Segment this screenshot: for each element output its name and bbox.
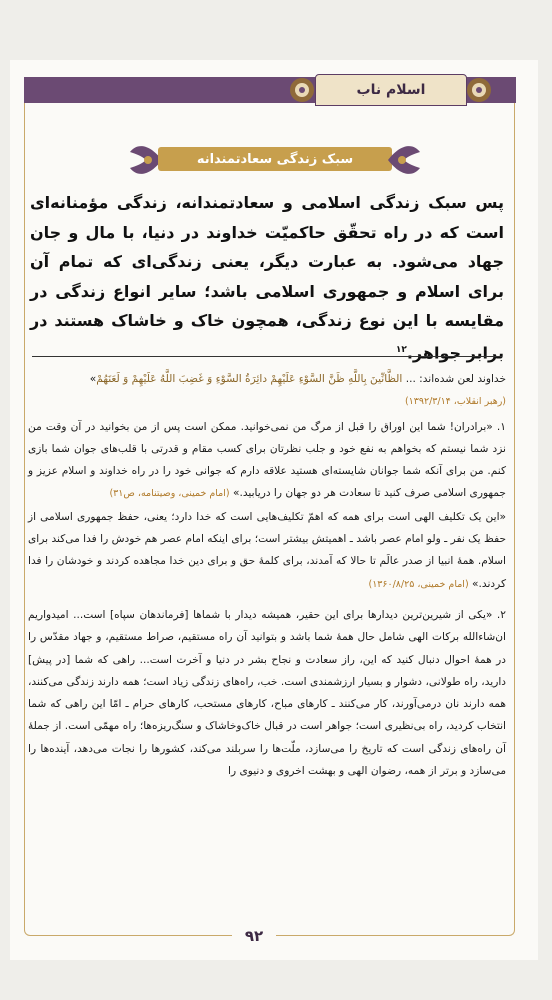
footnote-ref-2: ۲	[401, 344, 407, 355]
page-number: ۹۲	[232, 923, 276, 949]
footnote-1	[28, 416, 506, 506]
footnote-2-text: ۲. «یکی از شیرین‌ترین دیدارها برای این حقیر، همیشه دیدار با شماها [فرماندهان سپاه] است... امیدواریم ان‌شاءالله برکات الهی شامل حال همهٔ شما باشد و بتوانید آن راه مستقیم، صراط مستقیم، و جهاد مقدّس را در همهٔ احوال دنبال کنید که این، راز سعادت و نجاح بشر در دنیا و آخرت است... راهی که شما [در پیش] دارید، راه طولانی، دشوار و بسیار ارزشمندی است. خب، راه‌های زندگی زیاد است؛ همه دارند زندگی می‌کنند، همه دارند نان درمی‌آورند، کار می‌کنند ـ کارهای مباح، کارهای مستحب، کارهای حرام ـ امّا این راهی که شما انتخاب کردید، راه بی‌نظیری است؛ جواهر است در قبال خاک‌وخاشاک و سنگ‌ریزه‌ها؛ راه مهمّی است. از جملهٔ آن راه‌های زندگی است که تاریخ را می‌سازد، ملّت‌ها را سربلند می‌کند، کشورها را نجات می‌دهد، آینده‌ها را می‌سازد و برتر از همه، رضوان الهی و بهشت اخروی و دنیوی را	[28, 608, 506, 778]
footnote-ref-1: ۱	[395, 344, 402, 355]
quran-verse: الظَّانِّینَ بِاللَّهِ ظَنَّ السَّوْءِ عَلَیْهِمْ دائِرَةُ السَّوْءِ وَ غَضِبَ اللَّهُ عَلَیْهِمْ وَ لَعَنَهُمْ	[96, 373, 403, 385]
source-citation: (امام خمینی، وصیتنامه، ص۳۱)	[109, 488, 230, 500]
footnote-intro	[28, 368, 506, 390]
source-citation: (امام خمینی، ۱۳۶۰/۸/۲۵)	[368, 578, 469, 590]
footnote-1b-text: «این یک تکلیف الهی است برای همه که اهمّ تکلیف‌هایی است که خدا دارد؛ یعنی، حفظ جمهوری اسلامی از حفظ یک نفر ـ ولو امام عصر باشد ـ اهمیتش بیشتر است؛ برای اینکه امام عصر هم خودش را فدا می‌کند برای اسلام. همهٔ انبیا از صدر عالَم تا حالا که آمدند، برای کلمهٔ حق و برای دین خدا مجاهده کردند و خودشان را فدا کردند.»	[28, 510, 506, 590]
source-citation: (رهبر انقلاب، ۱۳۹۲/۳/۱۴)	[404, 396, 506, 408]
floral-ornament-icon	[286, 72, 318, 104]
footnote-intro-end: »	[89, 373, 97, 385]
footnotes	[28, 368, 506, 782]
section-heading	[128, 138, 422, 182]
running-header-title: اسلام ناب	[315, 74, 467, 106]
footnote-source	[28, 390, 506, 413]
footnote-divider	[32, 356, 502, 357]
section-title: سبک زندگی سعادتمندانه	[158, 147, 392, 171]
footnote-intro-text: خداوند لعن شده‌اند: ...	[405, 373, 506, 385]
main-paragraph	[30, 188, 504, 368]
floral-ornament-icon	[463, 72, 495, 104]
footnote-1b	[28, 506, 506, 596]
footnote-2	[28, 604, 506, 782]
footnote-1-text: ۱. «برادران! شما این اوراق را قبل از مرگ من نمی‌خوانید. ممکن است پس از من بخوانید در آن وقت من نزد شما نیستم که بخواهم به نفع خود و جلب نظرتان برای کسب مقام و قدرتی با قلب‌های جوان شما بازی کنم. من برای آنکه شما جوانان شایسته‌ای هستید علاقه دارم که جوانی خود را در راه خداوند و اسلام عزیز و جمهوری اسلامی صرف کنید تا سعادت هر دو جهان را دریابید.»	[28, 420, 506, 500]
leaf-ornament-icon	[386, 138, 422, 182]
main-paragraph-text: پس سبک زندگی اسلامی و سعادتمندانه، زندگی مؤمنانه‌ای است که در راه تحقّق حاکمیّت خداوند در دنیا، با مال و جان جهاد می‌شود. به عبارت دیگر، یعنی زندگی‌ای که تمام آن برای اسلام و جمهوری اسلامی باشد؛ سایر انواع زندگی در مقایسه با این نوع زندگی، همچون خاک و خاشاک هستند در برابر جواهر.	[30, 193, 504, 363]
